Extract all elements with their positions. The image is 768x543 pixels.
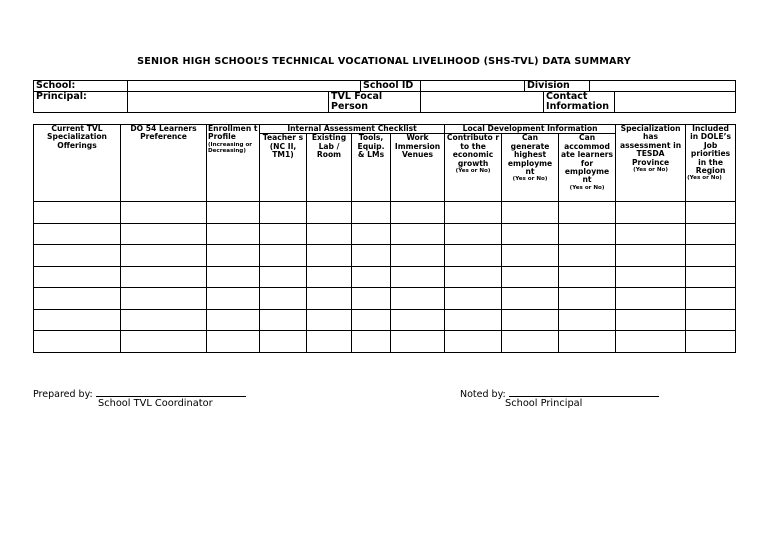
group-local-development: Local Development Information (445, 125, 616, 134)
col-dole (686, 125, 736, 202)
table-cell[interactable] (559, 266, 616, 288)
col-dole-note: (Yes or No) (687, 175, 722, 182)
table-cell[interactable] (559, 309, 616, 331)
table-cell[interactable] (616, 331, 686, 353)
contact-information-field[interactable] (615, 92, 736, 113)
table-cell[interactable] (207, 266, 260, 288)
group-internal-assessment: Internal Assessment Checklist (260, 125, 445, 134)
table-row (34, 331, 736, 353)
noted-by-role: School Principal (505, 398, 583, 409)
col-accommodate-note: (Yes or No) (569, 184, 605, 191)
table-cell[interactable] (686, 266, 736, 288)
table-cell[interactable] (502, 202, 559, 224)
col-existing-lab: Existing Lab / Room (307, 134, 352, 202)
table-cell[interactable] (616, 202, 686, 224)
table-cell[interactable] (686, 202, 736, 224)
table-cell[interactable] (121, 288, 207, 310)
table-cell[interactable] (502, 245, 559, 267)
table-cell[interactable] (445, 288, 502, 310)
col-work-immersion: Work Immersion Venues (391, 134, 445, 202)
table-cell[interactable] (391, 266, 445, 288)
col-generate-note: (Yes or No) (512, 176, 548, 183)
table-cell[interactable] (352, 331, 391, 353)
noted-by-block (460, 387, 659, 409)
table-cell[interactable] (445, 331, 502, 353)
table-cell[interactable] (207, 331, 260, 353)
table-cell[interactable] (502, 223, 559, 245)
col-teachers: Teacher s (NC II, TM1) (260, 134, 307, 202)
tvl-data-table (33, 124, 736, 353)
table-cell[interactable] (307, 223, 352, 245)
table-cell[interactable] (121, 202, 207, 224)
school-id-label: School ID (361, 81, 421, 92)
table-cell[interactable] (445, 223, 502, 245)
table-cell[interactable] (616, 309, 686, 331)
table-cell[interactable] (260, 331, 307, 353)
table-cell[interactable] (391, 331, 445, 353)
col-do54: DO 54 Learners Preference (121, 125, 207, 202)
table-cell[interactable] (260, 288, 307, 310)
table-row (34, 202, 736, 224)
table-cell[interactable] (502, 288, 559, 310)
table-cell[interactable] (352, 309, 391, 331)
table-cell[interactable] (502, 309, 559, 331)
table-row (34, 223, 736, 245)
col-enrollment (207, 125, 260, 202)
school-info-table (33, 80, 736, 113)
table-cell[interactable] (445, 309, 502, 331)
table-cell[interactable] (307, 266, 352, 288)
table-cell[interactable] (207, 202, 260, 224)
table-cell[interactable] (686, 223, 736, 245)
table-cell[interactable] (260, 245, 307, 267)
table-body (34, 202, 736, 353)
table-cell[interactable] (34, 331, 121, 353)
table-cell[interactable] (445, 266, 502, 288)
col-generate-employment (502, 134, 559, 202)
table-cell[interactable] (34, 288, 121, 310)
table-cell[interactable] (445, 202, 502, 224)
table-cell[interactable] (260, 223, 307, 245)
col-tools: Tools, Equip. & LMs (352, 134, 391, 202)
table-cell[interactable] (616, 266, 686, 288)
table-row (34, 288, 736, 310)
table-cell[interactable] (34, 202, 121, 224)
table-cell[interactable] (34, 223, 121, 245)
table-cell[interactable] (616, 223, 686, 245)
table-cell[interactable] (207, 223, 260, 245)
table-cell[interactable] (307, 202, 352, 224)
col-contributor-note: (Yes or No) (455, 168, 491, 175)
col-tesda-label: Specialization has assessment in TESDA Province (620, 124, 682, 167)
col-accommodate-learners (559, 134, 616, 202)
table-cell[interactable] (502, 331, 559, 353)
school-field[interactable] (128, 81, 361, 92)
col-generate-label: Can generate highest employme nt (507, 133, 553, 177)
table-cell[interactable] (391, 309, 445, 331)
table-cell[interactable] (352, 202, 391, 224)
division-field[interactable] (590, 81, 736, 92)
table-cell[interactable] (121, 266, 207, 288)
table-cell[interactable] (121, 223, 207, 245)
table-cell[interactable] (391, 288, 445, 310)
table-row (34, 245, 736, 267)
table-cell[interactable] (307, 309, 352, 331)
tvl-focal-person-label: TVL Focal Person (329, 92, 421, 113)
col-dole-label: Included in DOLE’s Job priorities in the Region (690, 124, 731, 176)
col-contributor (445, 134, 502, 202)
prepared-by-label: Prepared by: (33, 389, 93, 400)
table-cell[interactable] (307, 331, 352, 353)
table-cell[interactable] (121, 331, 207, 353)
table-cell[interactable] (616, 245, 686, 267)
table-cell[interactable] (616, 288, 686, 310)
table-row (34, 309, 736, 331)
table-cell[interactable] (686, 309, 736, 331)
table-cell[interactable] (34, 245, 121, 267)
table-row (34, 266, 736, 288)
table-cell[interactable] (559, 245, 616, 267)
principal-field[interactable] (128, 92, 329, 113)
noted-by-label: Noted by: (460, 389, 506, 400)
prepared-by-role: School TVL Coordinator (98, 398, 213, 409)
table-cell[interactable] (352, 245, 391, 267)
table-cell[interactable] (121, 245, 207, 267)
table-cell[interactable] (121, 309, 207, 331)
col-accommodate-label: Can accommod ate learners for employme nt (561, 133, 614, 185)
table-cell[interactable] (260, 202, 307, 224)
table-cell[interactable] (207, 309, 260, 331)
table-cell[interactable] (207, 288, 260, 310)
table-cell[interactable] (391, 202, 445, 224)
school-label: School: (34, 81, 128, 92)
table-cell[interactable] (352, 266, 391, 288)
table-cell[interactable] (502, 266, 559, 288)
table-cell[interactable] (559, 331, 616, 353)
table-cell[interactable] (207, 245, 260, 267)
division-label: Division (525, 81, 590, 92)
table-cell[interactable] (352, 223, 391, 245)
table-cell[interactable] (34, 309, 121, 331)
page-title: SENIOR HIGH SCHOOL’S TECHNICAL VOCATIONAL LIVELIHOOD (SHS-TVL) DATA SUMMARY (137, 56, 631, 67)
contact-information-label: Contact Information (544, 92, 615, 113)
noted-by-signature-line[interactable] (509, 387, 659, 397)
col-enrollment-note: (Increasing or Decreasing) (208, 141, 253, 155)
prepared-by-block (33, 387, 246, 409)
table-cell[interactable] (260, 266, 307, 288)
table-cell[interactable] (559, 288, 616, 310)
table-cell[interactable] (391, 245, 445, 267)
prepared-by-signature-line[interactable] (96, 387, 246, 397)
col-current-tvl: Current TVL Specialization Offerings (34, 125, 121, 202)
table-cell[interactable] (391, 223, 445, 245)
table-cell[interactable] (352, 288, 391, 310)
table-cell[interactable] (686, 331, 736, 353)
col-tesda (616, 125, 686, 202)
col-tesda-note: (Yes or No) (633, 167, 668, 174)
table-cell[interactable] (559, 223, 616, 245)
table-cell[interactable] (686, 245, 736, 267)
table-cell[interactable] (445, 245, 502, 267)
school-id-field[interactable] (421, 81, 525, 92)
table-cell[interactable] (307, 245, 352, 267)
table-cell[interactable] (559, 202, 616, 224)
principal-label: Principal: (34, 92, 128, 113)
table-cell[interactable] (260, 309, 307, 331)
col-contributor-label: Contributo r to the economic growth (446, 133, 500, 168)
table-cell[interactable] (686, 288, 736, 310)
col-enrollment-label: Enrollmen t Profile (208, 124, 258, 142)
tvl-focal-person-field[interactable] (421, 92, 544, 113)
table-cell[interactable] (34, 266, 121, 288)
table-cell[interactable] (307, 288, 352, 310)
